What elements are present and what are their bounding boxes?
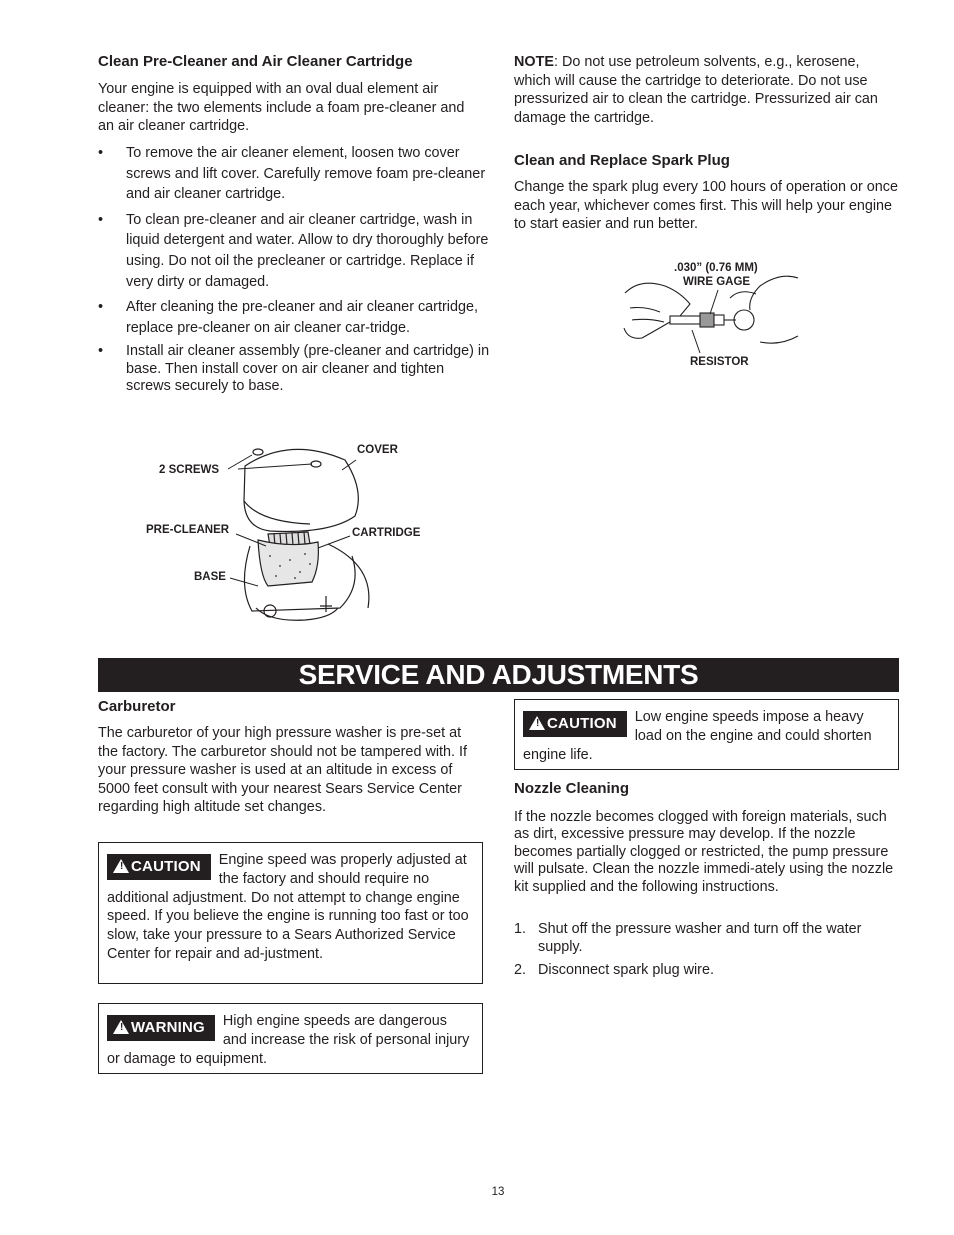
spark-plug-text: Change the spark plug every 100 hours of operation or once each year, whichever comes first. This will help your engine to start easier and run better. [514,179,899,233]
caution-badge: ! CAUTION [107,854,211,880]
step-text: Shut off the pressure washer and turn off the water supply. [538,921,862,955]
label-gap: .030” (0.76 MM) [674,262,758,274]
page-number: 13 [491,1186,505,1198]
caution-box-low-speed [514,699,899,770]
caution-text: Low engine speeds impose a heavy load on the engine and could shorten engine life. [523,709,872,763]
list-item: • Install air cleaner assembly (pre-cleaner and cartridge) in base. Then install cover on air cleaner and tighten screws securely to base. [98,343,490,395]
caution-box-engine-speed [98,842,483,984]
note-label: NOTE [514,54,554,70]
step-text: Disconnect spark plug wire. [538,962,714,978]
warning-triangle-icon: ! [113,859,129,873]
bullet: • [98,211,104,228]
warning-triangle-icon: ! [113,1020,129,1034]
note-text: : Do not use petroleum solvents, e.g., kerosene, which will cause the cartridge to deteriorate. Do not use pressurized air to clean the cartridge. Pressurized air can damage the cartridge. [514,54,878,126]
list-item [514,962,898,980]
nozzle-steps [514,921,898,986]
label-screws: 2 SCREWS [159,464,220,476]
air-cleaner-steps [98,143,490,401]
caution-text: Engine speed was properly adjusted at the factory and should require no additional adjustment. Do not attempt to change engine speed. If you believe the engine is running too fast or too slow, take your pressure to a Sears Authorized Service Center for repair and ad-justment. [107,852,469,962]
bullet: • [98,343,104,360]
list-item [514,921,898,956]
step-number: 2. [514,962,527,978]
warning-triangle-icon: ! [529,716,545,730]
label-cartridge: CARTRIDGE [352,527,421,539]
warning-badge: ! WARNING [107,1015,215,1041]
list-item: • After cleaning the pre-cleaner and air cleaner cartridge, replace pre-cleaner on air cleaner car-tridge. [98,299,478,336]
nozzle-text: If the nozzle becomes clogged with foreign materials, such as dirt, excessive pressure may develop. If the nozzle becomes partially clogged or restricted, the pump pressure will pulsate. Clean the nozzle immedi-ately using the nozzle kit supplied and the following instructions. [514,809,894,895]
cartridge-note [514,53,898,127]
section-heading-air-cleaner: Clean Pre-Cleaner and Air Cleaner Cartridge [98,53,413,70]
label-cover: COVER [357,444,398,456]
air-cleaner-intro: Your engine is equipped with an oval dual element air cleaner: the two elements include a foam pre-cleaner and an air cleaner cartridge. [98,81,465,135]
label-wire-gage: WIRE GAGE [683,276,751,288]
bullet: • [98,299,104,316]
label-pre-cleaner: PRE-CLEANER [146,524,230,536]
label-resistor: RESISTOR [690,356,749,368]
warning-text: High engine speeds are dangerous and increase the risk of personal injury or damage to equipment. [107,1013,470,1067]
caution-badge: ! CAUTION [523,711,627,737]
bullet: • [98,145,104,161]
list-item: • To remove the air cleaner element, loosen two cover screws and lift cover. Carefully remove foam pre-cleaner and air cleaner cartridge. [98,145,486,203]
section-heading-nozzle: Nozzle Cleaning [514,780,630,797]
air-cleaner-figure [140,436,440,626]
list-item: • To clean pre-cleaner and air cleaner cartridge, wash in liquid detergent and water. Allow to dry thoroughly before using. Do not oil the precleaner or cartridge. Replace if very dirty or damaged. [98,211,489,290]
warning-box-high-speed [98,1003,483,1074]
section-heading-carburetor: Carburetor [98,698,176,715]
label-base: BASE [194,571,226,583]
step-number: 1. [514,921,527,937]
section-banner: SERVICE AND ADJUSTMENTS [98,658,899,692]
carburetor-text: The carburetor of your high pressure washer is pre-set at the factory. The carburetor should not be tampered with. If your pressure washer is used at an altitude in excess of 5000 feet consult with your nearest Sears Service Center regarding high altitude set changes. [98,725,468,816]
section-heading-spark-plug: Clean and Replace Spark Plug [514,152,730,169]
spark-plug-figure [620,258,805,373]
